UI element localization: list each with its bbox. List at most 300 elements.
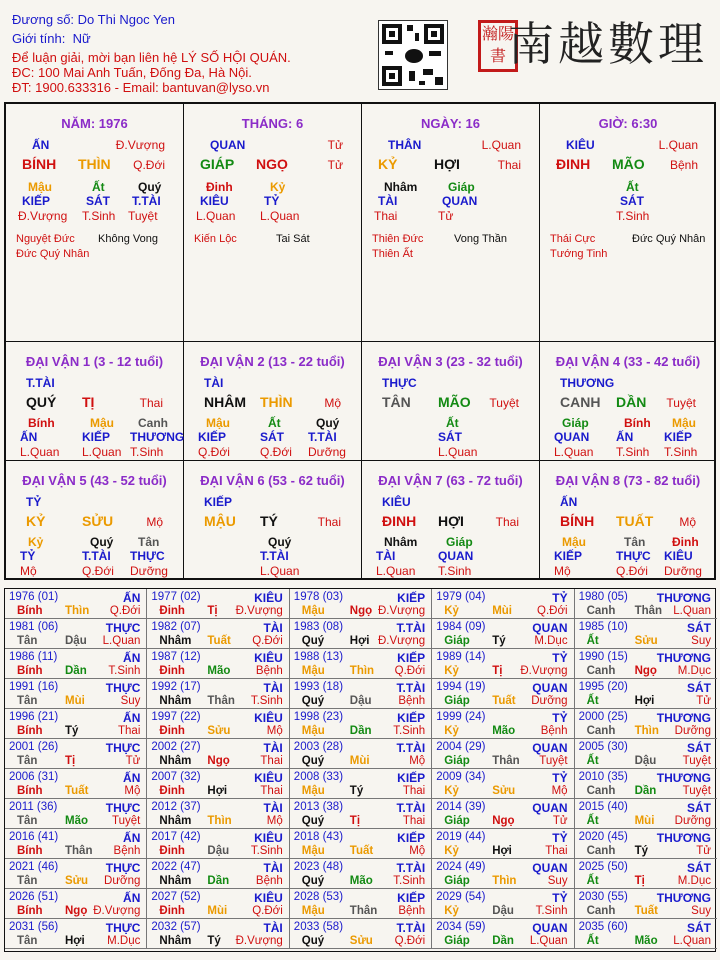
pillar-chi-right: Tử [327, 158, 343, 172]
year-ten-god: KIÊU [254, 711, 283, 725]
year-phase: T.Sinh [108, 665, 141, 677]
year-can: Mậu [301, 905, 325, 917]
year-chi: Mùi [65, 695, 85, 707]
year-chi: Mùi [492, 605, 512, 617]
year-cell [147, 769, 289, 799]
year-cell [290, 649, 432, 679]
year-label: 1995 (20) [578, 681, 628, 693]
dai-van-hidden: Tân [624, 535, 646, 549]
year-label: 1990 (15) [578, 651, 628, 663]
year-label: 2006 (31) [9, 771, 59, 783]
year-can: Canh [586, 725, 616, 737]
dai-van-phase: Tuyệt [489, 396, 519, 410]
year-can: Bính [17, 665, 43, 677]
seal-stamp: 瀚陽書 [478, 20, 518, 72]
year-can: Nhâm [159, 695, 192, 707]
year-phase: Đ.Vượng [235, 935, 283, 947]
year-can: Đinh [159, 845, 185, 857]
year-phase: Mộ [409, 845, 426, 857]
dai-van-ten-god: ẤN [616, 430, 634, 444]
year-can: Tân [17, 635, 38, 647]
dai-van-can: BÍNH [560, 513, 595, 529]
year-label: 2024 (49) [436, 861, 486, 873]
year-phase: L.Quan [102, 635, 141, 647]
pillar-hidden: Ất [92, 180, 105, 194]
pillar-2 [362, 104, 540, 342]
year-label: 2031 (56) [9, 921, 59, 933]
year-cell [432, 589, 574, 619]
year-cell [5, 589, 147, 619]
year-chi: Dần [492, 935, 514, 947]
year-cell [290, 709, 432, 739]
year-cell [147, 589, 289, 619]
year-cell [147, 889, 289, 919]
year-ten-god: KIẾP [397, 591, 426, 605]
year-ten-god: TÀI [263, 921, 283, 935]
year-label: 2032 (57) [151, 921, 201, 933]
year-phase: Suy [547, 875, 568, 887]
year-can: Nhâm [159, 935, 192, 947]
year-phase: Tuyệt [682, 755, 711, 767]
pillar-chi: NGỌ [256, 156, 288, 172]
year-chi: Dần [65, 665, 87, 677]
brand-logo [478, 14, 708, 78]
year-can: Đinh [159, 665, 185, 677]
annual-list [4, 588, 716, 952]
pillar-top-right: Tử [327, 138, 343, 152]
logo-text: 南越數理 [508, 17, 708, 71]
year-cell [147, 709, 289, 739]
dai-van-ten-god: KIẾP [82, 430, 111, 444]
year-label: 2001 (26) [9, 741, 59, 753]
pillar-ten-god: T.TÀI [132, 194, 161, 208]
dai-van-ten-god: KIÊU [664, 549, 693, 563]
year-chi: Sửu [634, 635, 658, 647]
pillar-hidden: Đinh [206, 180, 233, 194]
year-cell [147, 859, 289, 889]
year-can: Quý [301, 935, 325, 947]
year-phase: T.Sinh [393, 875, 426, 887]
year-phase: T.Sinh [393, 725, 426, 737]
year-ten-god: QUAN [532, 741, 568, 755]
pillar-chi: THÌN [78, 156, 111, 172]
year-chi: Mão [634, 935, 658, 947]
year-ten-god: TÀI [263, 861, 283, 875]
dai-van-ten-god: T.TÀI [308, 430, 337, 444]
year-cell [5, 889, 147, 919]
year-label: 2013 (38) [293, 801, 344, 813]
year-chi: Dậu [492, 905, 514, 917]
year-can: Bính [17, 725, 43, 737]
pillar-top-left: THÂN [388, 138, 422, 152]
year-phase: Thai [402, 785, 426, 797]
pillar-phase: Đ.Vượng [18, 209, 68, 223]
pillar-phase: Thai [374, 209, 398, 223]
year-chi: Hợi [207, 785, 228, 797]
year-cell [290, 919, 432, 949]
year-label: 1982 (07) [151, 621, 201, 633]
pillar-phase: L.Quan [260, 209, 300, 223]
year-cell [5, 709, 147, 739]
pillar-chi: MÃO [612, 156, 645, 172]
year-phase: M.Dục [534, 635, 568, 647]
year-phase: L.Quan [673, 605, 711, 617]
pillar-title: NĂM: 1976 [61, 116, 128, 131]
year-label: 2017 (42) [151, 831, 201, 843]
year-label: 1983 (08) [293, 621, 344, 633]
year-ten-god: ẤN [123, 591, 141, 605]
year-can: Mậu [301, 725, 325, 737]
dai-van-stage: L.Quan [438, 445, 478, 459]
year-chi: Thìn [207, 815, 232, 827]
dai-van-hidden: Canh [138, 416, 168, 430]
year-cell [290, 889, 432, 919]
chart-grid [4, 102, 716, 580]
year-label: 2012 (37) [151, 801, 201, 813]
year-cell [575, 889, 717, 919]
dai-van-5 [6, 461, 184, 578]
year-can: Giáp [444, 935, 470, 947]
year-phase: M.Dục [107, 935, 141, 947]
star-1: Nguyệt Đức [16, 233, 75, 245]
year-cell [432, 679, 574, 709]
year-label: 2030 (55) [578, 891, 628, 903]
star-2: Vong Thần [454, 233, 508, 245]
star-3: Đức Quý Nhân [16, 248, 90, 260]
year-ten-god: THỰC [105, 741, 141, 755]
year-ten-god: THƯƠNG [656, 711, 711, 725]
dai-van-chi: DẦN [616, 394, 647, 410]
year-cell [432, 649, 574, 679]
year-label: 2020 (45) [578, 831, 628, 843]
year-chi: Tuất [207, 635, 231, 647]
dai-van-title: ĐẠI VẬN 3 (23 - 32 tuổi) [378, 354, 523, 369]
year-cell [5, 649, 147, 679]
year-ten-god: ẤN [123, 651, 141, 665]
year-ten-god: THƯƠNG [656, 771, 711, 785]
year-phase: T.Sinh [250, 845, 283, 857]
year-cell [432, 769, 574, 799]
year-phase: Mộ [124, 785, 141, 797]
star-2: Tai Sát [276, 233, 310, 245]
year-chi: Thân [207, 695, 235, 707]
year-chi: Dậu [65, 635, 87, 647]
year-label: 1997 (22) [151, 711, 201, 723]
dai-van-can: QUÝ [26, 394, 57, 410]
year-chi: Hợi [349, 635, 370, 647]
name-value: Do Thi Ngoc Yen [77, 12, 175, 27]
year-ten-god: TÀI [263, 681, 283, 695]
dai-van-hidden: Bính [28, 416, 55, 430]
year-phase: Mộ [551, 785, 568, 797]
year-phase: Tử [696, 845, 711, 857]
dai-van-ten-god: THỰC [130, 549, 165, 563]
year-can: Bính [17, 605, 43, 617]
year-phase: Thai [260, 785, 283, 797]
year-can: Nhâm [159, 635, 192, 647]
year-cell [147, 649, 289, 679]
year-ten-god: T.TÀI [396, 921, 426, 935]
year-ten-god: QUAN [532, 801, 568, 815]
year-chi: Mùi [349, 755, 370, 767]
year-can: Canh [586, 905, 616, 917]
dai-van-title: ĐẠI VẬN 7 (63 - 72 tuổi) [378, 473, 523, 488]
pillar-hidden: Mậu [28, 180, 52, 194]
dai-van-stage: Q.Đới [260, 445, 292, 459]
year-chi: Tuất [492, 695, 516, 707]
year-label: 2034 (59) [436, 921, 486, 933]
dai-van-phase: Mộ [679, 515, 696, 529]
pillar-ten-god: SÁT [620, 194, 644, 208]
pillar-top-right: L.Quan [481, 138, 521, 152]
year-can: Bính [17, 785, 43, 797]
year-phase: Thai [260, 755, 283, 767]
year-ten-god: KIẾP [397, 831, 426, 845]
dai-van-top: ẤN [560, 495, 578, 509]
year-ten-god: KIÊU [254, 831, 283, 845]
dai-van-stage: L.Quan [554, 445, 594, 459]
year-label: 2007 (32) [151, 771, 201, 783]
year-can: Kỷ [444, 785, 459, 797]
pillar-hidden: Giáp [448, 180, 475, 194]
year-phase: Đ.Vượng [520, 665, 568, 677]
dai-van-hidden: Mậu [90, 416, 114, 430]
year-chi: Thân [65, 845, 93, 857]
dai-van-hidden: Giáp [562, 416, 589, 430]
dai-van-ten-god: ẤN [20, 430, 38, 444]
dai-van-hidden: Ất [446, 416, 459, 430]
year-ten-god: TỶ [552, 651, 568, 665]
year-ten-god: SÁT [686, 861, 711, 875]
dai-van-title: ĐẠI VẬN 8 (73 - 82 tuổi) [555, 473, 701, 488]
year-can: Ất [586, 875, 599, 887]
dai-van-hidden: Mậu [672, 416, 696, 430]
year-ten-god: T.TÀI [396, 621, 426, 635]
year-label: 1985 (10) [578, 621, 628, 633]
dai-van-stage: Mộ [20, 564, 37, 578]
year-can: Giáp [444, 755, 470, 767]
year-can: Tân [17, 875, 38, 887]
year-label: 1984 (09) [436, 621, 486, 633]
year-chi: Dần [634, 785, 657, 797]
pillar-ten-god: TÀI [378, 194, 398, 208]
year-ten-god: TÀI [263, 801, 283, 815]
star-1: Kiến Lộc [194, 233, 237, 245]
year-can: Nhâm [159, 875, 192, 887]
year-label: 2029 (54) [436, 891, 486, 903]
year-ten-god: SÁT [686, 681, 711, 695]
dai-van-hidden: Đinh [672, 535, 699, 549]
year-label: 1988 (13) [293, 651, 344, 663]
year-label: 1992 (17) [151, 681, 201, 693]
year-cell [147, 829, 289, 859]
year-can: Canh [586, 665, 616, 677]
year-label: 2023 (48) [293, 861, 344, 873]
dai-van-top: THỰC [382, 376, 417, 390]
dai-van-phase: Thai [317, 515, 341, 529]
year-can: Nhâm [159, 755, 192, 767]
dai-van-can: ĐINH [382, 513, 417, 529]
year-chi: Thân [634, 605, 663, 617]
year-cell [290, 739, 432, 769]
pillar-phase: L.Quan [196, 209, 236, 223]
dai-van-hidden: Tân [138, 535, 160, 549]
year-chi: Thìn [634, 725, 659, 737]
year-ten-god: QUAN [532, 681, 568, 695]
year-phase: Bệnh [398, 905, 426, 917]
year-label: 2015 (40) [578, 801, 628, 813]
dai-van-title: ĐẠI VẬN 1 (3 - 12 tuổi) [25, 354, 164, 369]
dai-van-title: ĐẠI VẬN 5 (43 - 52 tuổi) [22, 473, 167, 488]
year-chi: Mão [65, 815, 88, 827]
year-phase: Mộ [266, 725, 283, 737]
year-label: 2005 (30) [578, 741, 628, 753]
year-ten-god: TÀI [263, 621, 283, 635]
gender-value: Nữ [72, 31, 91, 46]
year-cell [5, 769, 147, 799]
pillar-title: NGÀY: 16 [421, 116, 480, 131]
year-ten-god: THỰC [105, 801, 141, 815]
year-phase: Mộ [409, 755, 426, 767]
year-label: 2026 (51) [9, 891, 59, 903]
name-line [12, 12, 175, 27]
year-can: Đinh [159, 785, 185, 797]
year-label: 2014 (39) [436, 801, 486, 813]
year-can: Ất [586, 935, 599, 947]
year-can: Mậu [301, 785, 325, 797]
year-phase: Tuyệt [539, 755, 568, 767]
star-3: Thiên Ất [372, 248, 413, 260]
year-chi: Ngọ [65, 905, 88, 917]
star-3: Tướng Tinh [550, 248, 608, 260]
address: ĐC: 100 Mai Anh Tuấn, Đống Đa, Hà Nội. [12, 65, 252, 80]
year-phase: L.Quan [673, 935, 711, 947]
year-can: Tân [17, 755, 38, 767]
year-cell [575, 679, 717, 709]
dai-van-chi: SỬU [82, 513, 114, 529]
year-chi: Hợi [634, 695, 655, 707]
year-cell [432, 919, 574, 949]
year-phase: Bệnh [398, 695, 426, 707]
year-phase: Suy [120, 695, 141, 707]
year-ten-god: THƯƠNG [656, 651, 711, 665]
year-ten-god: KIẾP [397, 771, 426, 785]
pillar-phase: Tử [438, 209, 454, 223]
year-cell [432, 859, 574, 889]
year-cell [432, 799, 574, 829]
year-phase: Dưỡng [674, 815, 711, 827]
year-cell [147, 619, 289, 649]
year-can: Quý [301, 755, 325, 767]
year-ten-god: ẤN [123, 771, 141, 785]
dai-van-stage: Dưỡng [130, 564, 168, 578]
year-label: 2011 (36) [9, 801, 58, 813]
year-ten-god: THỰC [105, 921, 141, 935]
pillar-3 [540, 104, 716, 342]
year-label: 2008 (33) [293, 771, 344, 783]
year-cell [575, 619, 717, 649]
year-can: Tân [17, 935, 38, 947]
dai-van-hidden: Bính [624, 416, 651, 430]
qr-code-icon [378, 20, 448, 90]
contact-note: Để luận giải, mời bạn liên hệ LÝ SỐ HỘI QUÁN. [12, 50, 291, 65]
year-phase: Bệnh [255, 875, 283, 887]
pillar-ten-god: SÁT [86, 194, 110, 208]
dai-van-stage: Dưỡng [308, 445, 346, 459]
pillar-can: KỶ [378, 156, 398, 172]
dai-van-3 [362, 342, 540, 461]
year-chi: Ngọ [207, 755, 230, 767]
year-phase: Q.Đới [252, 635, 283, 647]
dai-van-2 [184, 342, 362, 461]
year-ten-god: T.TÀI [396, 741, 426, 755]
year-can: Quý [301, 875, 325, 887]
year-can: Nhâm [159, 815, 192, 827]
year-label: 2009 (34) [436, 771, 486, 783]
dai-van-top: TÀI [204, 376, 224, 390]
year-phase: L.Quan [529, 935, 568, 947]
dai-van-6 [184, 461, 362, 578]
year-ten-god: SÁT [686, 801, 711, 815]
year-can: Kỷ [444, 905, 459, 917]
year-phase: T.Sinh [535, 905, 568, 917]
year-chi: Dậu [634, 755, 657, 767]
year-label: 1978 (03) [293, 591, 344, 603]
dai-van-8 [540, 461, 716, 578]
dai-van-ten-god: TÀI [376, 549, 396, 563]
year-label: 1976 (01) [9, 591, 59, 603]
year-chi: Sửu [65, 875, 89, 887]
dai-van-hidden: Giáp [446, 535, 473, 549]
year-phase: Suy [691, 905, 711, 917]
dai-van-stage: Q.Đới [82, 564, 114, 578]
year-can: Quý [301, 635, 325, 647]
pillar-top-left: ẤN [32, 138, 50, 152]
year-ten-god: THƯƠNG [656, 831, 711, 845]
dai-van-top: KIÊU [382, 495, 411, 509]
dai-van-1 [6, 342, 184, 461]
year-cell [432, 889, 574, 919]
dai-van-stage: Mộ [554, 564, 571, 578]
year-ten-god: TỶ [552, 891, 568, 905]
year-cell [147, 679, 289, 709]
dai-van-stage: Q.Đới [198, 445, 230, 459]
year-phase: Mộ [266, 815, 283, 827]
dai-van-ten-god: THƯƠNG [130, 430, 185, 444]
pillar-ten-god: KIÊU [200, 194, 229, 208]
pillar-title: THÁNG: 6 [241, 116, 304, 131]
year-chi: Tuất [634, 905, 659, 917]
year-ten-god: QUAN [532, 621, 568, 635]
dai-van-ten-god: QUAN [554, 430, 590, 444]
year-ten-god: KIÊU [254, 771, 283, 785]
dai-van-chi: HỢI [438, 513, 464, 529]
pillar-phase: T.Sinh [82, 209, 116, 223]
dai-van-hidden: Quý [316, 416, 340, 430]
header [0, 0, 720, 100]
year-ten-god: T.TÀI [396, 681, 426, 695]
year-cell [290, 769, 432, 799]
year-label: 1993 (18) [293, 681, 344, 693]
dai-van-stage: T.Sinh [616, 445, 650, 459]
year-ten-god: KIÊU [254, 651, 283, 665]
year-label: 1987 (12) [151, 651, 201, 663]
year-ten-god: ẤN [123, 831, 141, 845]
dai-van-can: TÂN [382, 394, 411, 410]
year-label: 1998 (23) [293, 711, 344, 723]
year-chi: Ngọ [634, 665, 657, 677]
year-phase: Dưỡng [531, 695, 568, 707]
